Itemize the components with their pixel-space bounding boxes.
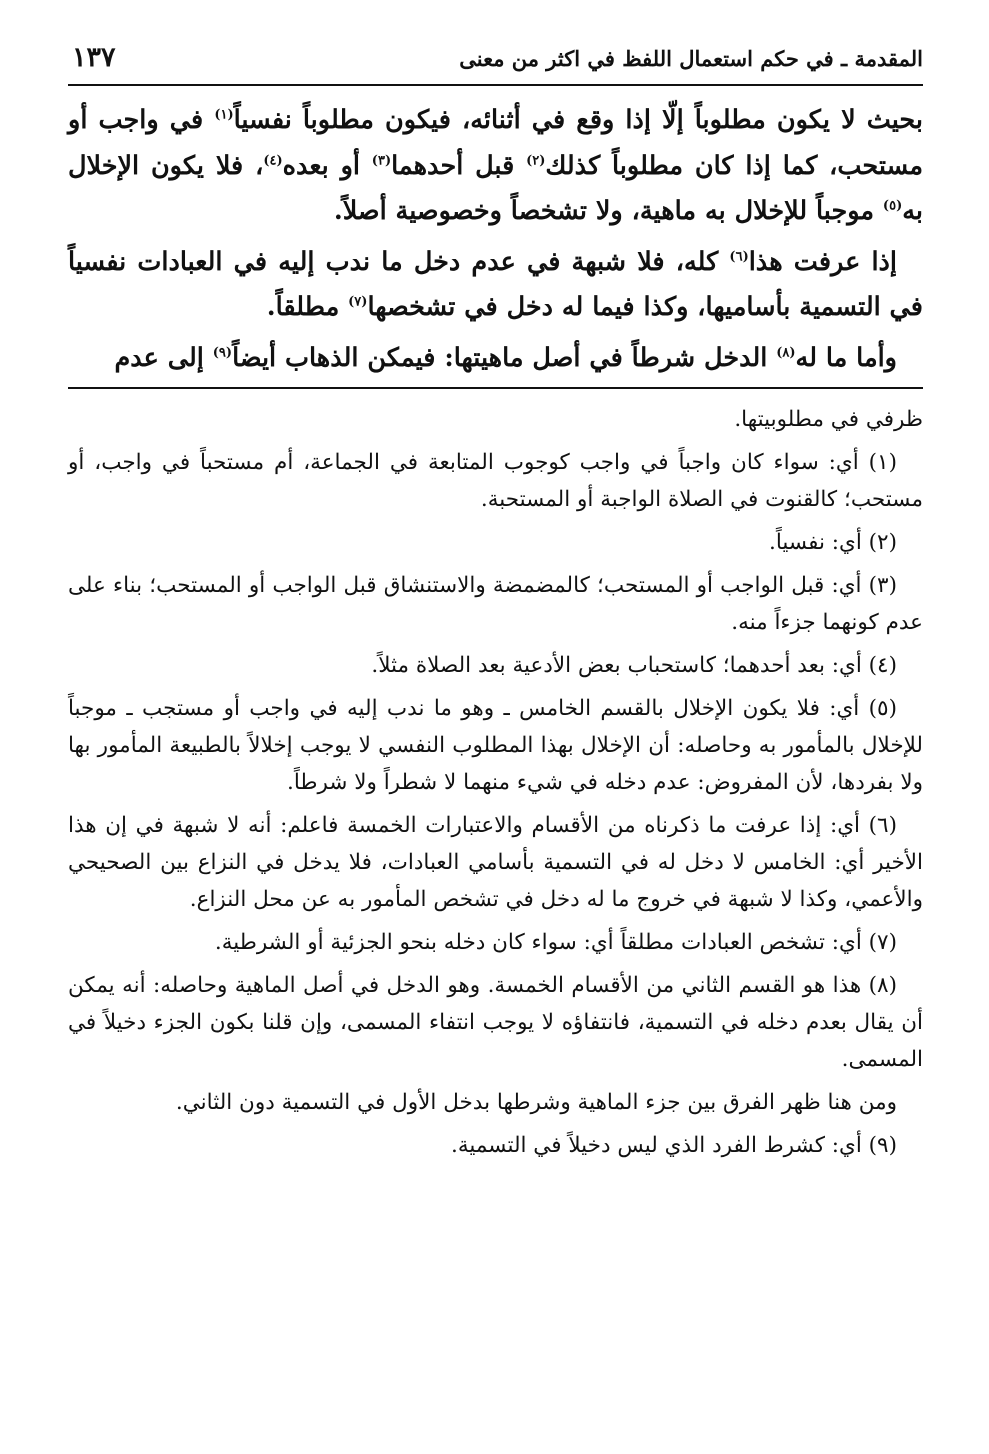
footnote-5: (٥) أي: فلا يكون الإخلال بالقسم الخامس ـ وهو ما ندب إليه في واجب أو مستجب ـ موجباً للإخلال بالمأمور به وحاصله: أن الإخلال بهذا المطلوب النفسي لا يوجب إخلالاً بالطبيعة المأمور بها ولا بفردها، لأن المفروض: عدم دخله في شيء منهما لا شطراً ولا شرطاً. xyxy=(68,696,923,795)
footnote-divider xyxy=(68,387,923,389)
footnote-ref-6[interactable]: (٦) xyxy=(729,249,749,264)
footnote-3: (٣) أي: قبل الواجب أو المستحب؛ كالمضمضة والاستنشاق قبل الواجب أو المستحب؛ بناء على عدم كونهما جزءاً منه. xyxy=(68,573,923,635)
main-paragraph-2: إذا عرفت هذا$^{(٦)}$ كله، فلا شبهة في عدم دخل ما ندب إليه في العبادات نفسياً في التسمية بأساميها، وكذا فيما له دخل في تشخصها$^{(٧)}$ مطلقاً. xyxy=(68,246,923,322)
footnote-7: (٧) أي: تشخص العبادات مطلقاً أي: سواء كان دخله بنحو الجزئية أو الشرطية. xyxy=(214,930,897,955)
footnote-ref-4[interactable]: (٤) xyxy=(263,153,283,168)
footnote-4: (٤) أي: بعد أحدهما؛ كاستحباب بعض الأدعية بعد الصلاة مثلاً. xyxy=(371,653,897,678)
main-text xyxy=(68,86,923,381)
footnote-2: (٢) أي: نفسياً. xyxy=(769,530,897,555)
footnote-ref-5[interactable]: (٥) xyxy=(882,198,903,214)
footnotes xyxy=(68,401,923,1164)
footnote-8: (٨) هذا هو القسم الثاني من الأقسام الخمسة. وهو الدخل في أصل الماهية وحاصله: أنه يمكن أن يقال بعدم دخله في التسمية، فانتفاؤه لا يوجب انتفاء المسمى، وإن قلنا بكون الجزء دخيلاً في المسمى. xyxy=(68,973,923,1072)
footnote-8-continuation: ومن هنا ظهر الفرق بين جزء الماهية وشرطها بدخل الأول في التسمية دون الثاني. xyxy=(175,1090,897,1115)
main-paragraph-1: بحيث لا يكون مطلوباً إلّا إذا وقع في أثنائه، فيكون مطلوباً نفسياً$^{(١)}$ في واجب أو مستحب، كما إذا كان مطلوباً كذلك$^{(٢)}$ قبل أحدهما$^{(٣)}$ أو بعده$^{(٤)}$، فلا يكون الإخلال به$^{(٥)}$ موجباً للإخلال به ماهية، ولا تشخصاً وخصوصية أصلاً. xyxy=(68,105,923,226)
page-number: ١٣٧ xyxy=(72,42,116,73)
footnote-9: (٩) أي: كشرط الفرد الذي ليس دخيلاً في التسمية. xyxy=(451,1133,897,1158)
footnote-ref-7[interactable]: (٧) xyxy=(348,294,368,310)
main-paragraph-3: وأما ما له$^{(٨)}$ الدخل شرطاً في أصل ماهيتها: فيمكن الذهاب أيضاً$^{(٩)}$ إلى عدم xyxy=(114,342,897,373)
book-page xyxy=(68,40,923,1170)
footnote-ref-1[interactable]: (١) xyxy=(214,107,234,123)
footnote-1: (١) أي: سواء كان واجباً في واجب كوجوب المتابعة في الجماعة، أم مستحباً في واجب، أو مستحب؛ كالقنوت في الصلاة الواجبة أو المستحبة. xyxy=(68,450,923,512)
footnote-ref-9[interactable]: (٩) xyxy=(212,345,233,360)
running-header xyxy=(68,40,923,86)
footnote-6: (٦) أي: إذا عرفت ما ذكرناه من الأقسام والاعتبارات الخمسة فاعلم: أنه لا شبهة في إن هذا الأخير أي: الخامس لا دخل له في التسمية بأسامي العبادات، فلا يدخل في النزاع بين الصحيحي والأعمي، وكذا لا شبهة في خروج ما له دخل في تشخص المأمور به عن محل النزاع. xyxy=(68,813,923,912)
header-title: المقدمة ـ في حكم استعمال اللفظ في اكثر من معنى xyxy=(459,46,923,71)
footnote-ref-2[interactable]: (٢) xyxy=(526,153,546,168)
footnote-ref-3[interactable]: (٣) xyxy=(371,153,392,168)
footnote-continuation: ظرفي في مطلوبيتها. xyxy=(734,407,923,432)
footnote-ref-8[interactable]: (٨) xyxy=(776,345,796,360)
